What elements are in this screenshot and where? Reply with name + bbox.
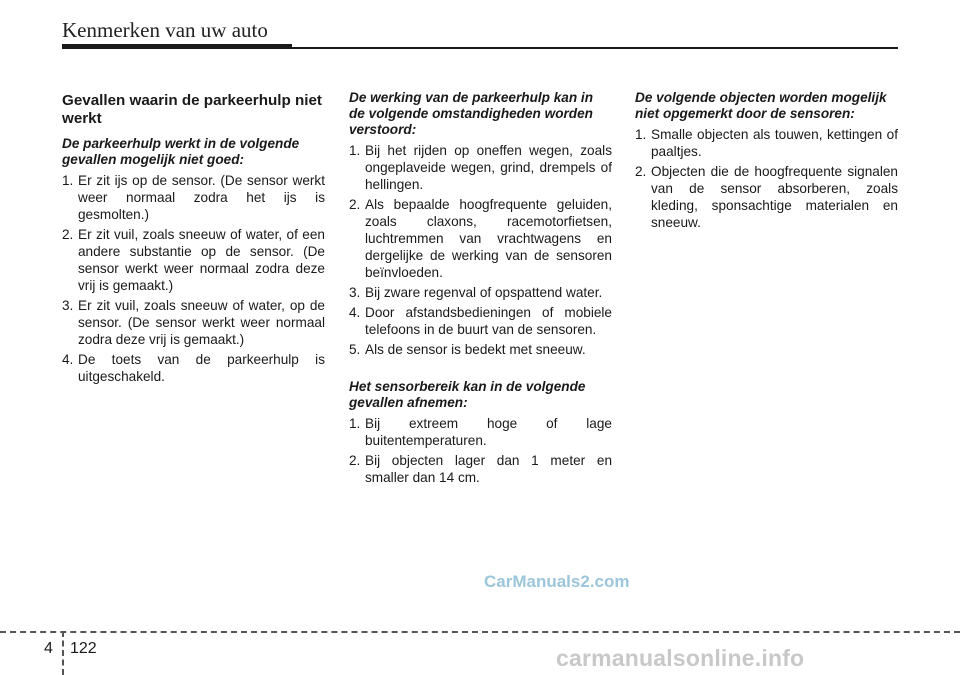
- section-subheading: De werking van de parkeerhulp kan in de volgende omstandigheden worden verstoord:: [349, 90, 594, 137]
- list-item-number: 2.: [349, 453, 361, 468]
- list-item-number: 5.: [349, 342, 361, 357]
- column-1: [62, 90, 325, 388]
- column-2: [349, 90, 612, 489]
- watermark-link[interactable]: CarManuals2.com: [484, 572, 630, 591]
- list-item-text: Smalle objecten als touwen, kettingen of paaltjes.: [651, 127, 898, 159]
- list-item: [349, 196, 612, 281]
- list-item-text: Er zit ijs op de sensor. (De sensor werkt weer normaal zodra het ijs is gesmolten.): [78, 173, 325, 222]
- list-item-text: Er zit vuil, zoals sneeuw of water, op de sensor. (De sensor werkt weer normaal zodra deze vrij is gemaakt.): [78, 298, 325, 347]
- list-item: [349, 284, 612, 301]
- list-item: [62, 351, 325, 385]
- list-item-number: 2.: [62, 227, 74, 242]
- list-item: [349, 415, 612, 449]
- list-item-text: Objecten die de hoogfrequente signalen van de sensor absorberen, zoals kleding, sponsachtige materialen en sneeuw.: [651, 164, 898, 230]
- list-item-number: 1.: [349, 416, 361, 431]
- list-item-number: 4.: [62, 352, 74, 367]
- list-item-number: 3.: [62, 298, 74, 313]
- site-footer-link[interactable]: carmanualsonline.info: [556, 645, 805, 671]
- list-item: [635, 126, 898, 160]
- footer-vertical-divider: [62, 631, 64, 675]
- list-item-number: 1.: [349, 143, 361, 158]
- header-rule-thick: [62, 44, 292, 49]
- range-list: [349, 415, 612, 486]
- list-item: [349, 304, 612, 338]
- list-item-text: Bij het rijden op oneffen wegen, zoals ongeplaveide wegen, grind, drempels of hellingen.: [365, 143, 612, 192]
- disturbance-list: [349, 142, 612, 358]
- list-item: [349, 341, 612, 358]
- objects-list: [635, 126, 898, 231]
- footer-divider: [0, 631, 960, 633]
- list-item-number: 2.: [349, 197, 361, 212]
- list-item: [635, 163, 898, 231]
- chapter-number: 4: [44, 640, 53, 657]
- list-item-text: Bij objecten lager dan 1 meter en smaller dan 14 cm.: [365, 453, 612, 485]
- list-item-number: 4.: [349, 305, 361, 320]
- list-item: [349, 142, 612, 193]
- list-item-text: Bij zware regenval of opspattend water.: [365, 285, 603, 300]
- page-header-title: Kenmerken van uw auto: [62, 18, 268, 42]
- list-item-text: Door afstandsbedieningen of mobiele telefoons in de buurt van de sensoren.: [365, 305, 612, 337]
- list-item: [62, 226, 325, 294]
- list-item-number: 3.: [349, 285, 361, 300]
- list-item: [62, 297, 325, 348]
- section-subheading: De parkeerhulp werkt in de volgende gevallen mogelijk niet goed:: [62, 136, 300, 167]
- section-subheading: De volgende objecten worden mogelijk niet opgemerkt door de sensoren:: [635, 90, 887, 121]
- list-item-text: Er zit vuil, zoals sneeuw of water, of een andere substantie op de sensor. (De sensor werkt weer normaal zodra deze vrij is gemaakt.): [78, 227, 325, 293]
- list-item: [62, 172, 325, 223]
- conditions-list: [62, 172, 325, 385]
- list-item: [349, 452, 612, 486]
- list-item-number: 2.: [635, 164, 647, 179]
- list-item-number: 1.: [62, 173, 74, 188]
- list-item-text: Als de sensor is bedekt met sneeuw.: [365, 342, 586, 357]
- list-item-text: De toets van de parkeerhulp is uitgeschakeld.: [78, 352, 325, 384]
- page-number: 122: [70, 640, 97, 657]
- list-item-text: Bij extreem hoge of lage buitentemperaturen.: [365, 416, 612, 448]
- section-heading: Gevallen waarin de parkeerhulp niet werkt: [62, 92, 322, 127]
- column-3: [635, 90, 898, 234]
- list-item-text: Als bepaalde hoogfrequente geluiden, zoals claxons, racemotorfietsen, luchtremmen van vrachtwagens en dergelijke de werking van de sensoren beïnvloeden.: [365, 197, 612, 280]
- header-rule-thin: [292, 47, 898, 49]
- list-item-number: 1.: [635, 127, 647, 142]
- section-subheading: Het sensorbereik kan in de volgende gevallen afnemen:: [349, 379, 586, 410]
